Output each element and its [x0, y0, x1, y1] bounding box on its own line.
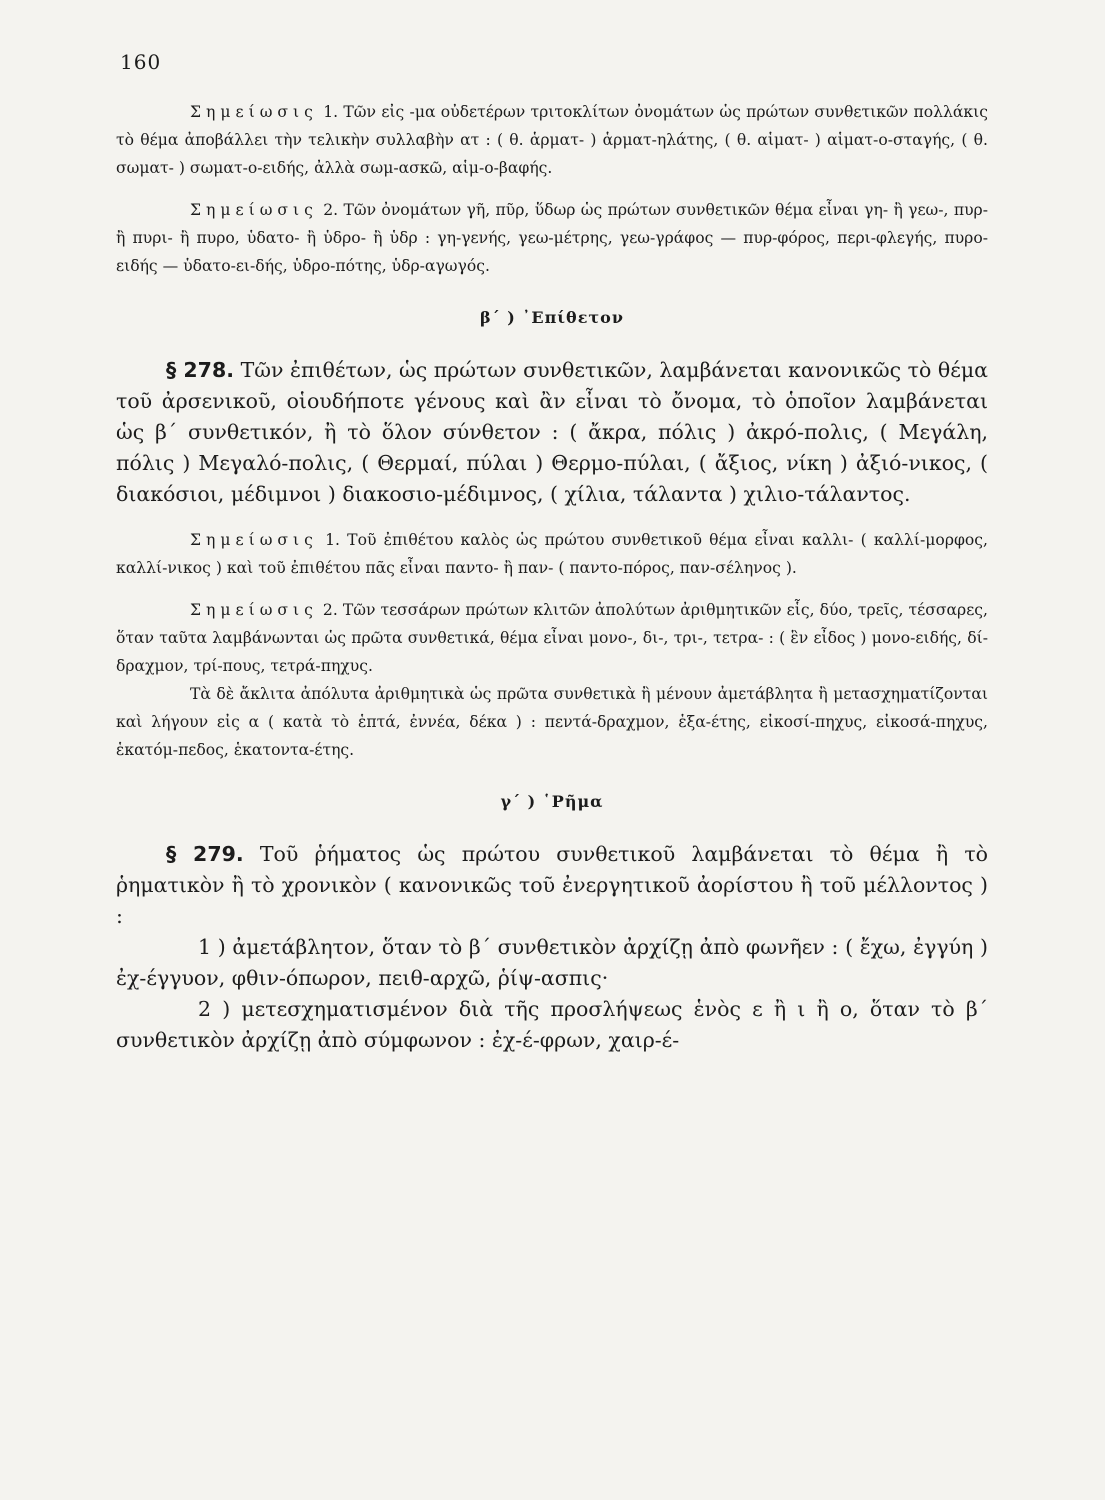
note-278-2-continuation: Τὰ δὲ ἄκλιτα ἀπόλυτα ἀριθμητικὰ ὡς πρῶτα συνθετικὰ ἢ μένουν ἀμετάβλητα ἢ μετασχηματίζονται καὶ λήγουν εἰς α ( κατὰ τὸ ἑπτά, ἐννέα, δέκα ) : πεντά-δραχμον, ἑξα-έτης, εἰκοσί-πηχυς, εἰκοσά-πηχυς, ἑκατόμ-πεδος, ἑκατοντα-έτης. — [116, 685, 988, 759]
page-number: 160 — [120, 50, 162, 74]
page-content — [116, 98, 988, 1056]
section-number: § 279. — [166, 842, 244, 866]
paragraph-279 — [116, 839, 988, 932]
section-heading-verb: γ΄ ) ῾Ρῆμα — [500, 792, 604, 811]
paragraph-text: Τοῦ ῥήματος ὡς πρώτου συνθετικοῦ λαμβάνεται τὸ θέμα ἢ τὸ ῥηματικὸν ἢ τὸ χρονικὸν ( κανονικῶς τοῦ ἐνεργητικοῦ ἀορίστου ἢ τοῦ μέλλοντος ) : — [116, 842, 989, 928]
section-number: § 278. — [166, 358, 235, 382]
paragraph-278 — [116, 355, 988, 510]
note-2 — [116, 196, 988, 280]
note-text: 2. Τῶν τεσσάρων πρώτων κλιτῶν ἀπολύτων ἀριθμητικῶν εἷς, δύο, τρεῖς, τέσσαρες, ὅταν ταῦτα λαμβάνωνται ὡς πρῶτα συνθετικά, θέμα εἶναι μονο-, δι-, τρι-, τετρα- : ( ἓν εἶδος ) μονο-ειδής, δί-δραχμον, τρί-πους, τετρά-πηχυς. — [116, 601, 988, 675]
note-1 — [116, 98, 988, 182]
note-text: 1. Τοῦ ἐπιθέτου καλὸς ὡς πρώτου συνθετικοῦ θέμα εἶναι καλλι- ( καλλί-μορφος, καλλί-νικος ) καὶ τοῦ ἐπιθέτου πᾶς εἶναι παντο- ἢ παν- ( παντο-πόρος, παν-σέληνος ). — [116, 531, 988, 577]
note-label: Σημείωσις — [190, 531, 318, 549]
list-item-2: 2 ) μετεσχηματισμένον διὰ τῆς προσλήψεως ἑνὸς ε ἢ ι ἢ ο, ὅταν τὸ β΄ συνθετικὸν ἀρχίζῃ ἀπὸ σύμφωνον : ἐχ-έ-φρων, χαιρ-έ- — [116, 997, 988, 1052]
note-label: Σημείωσις — [190, 201, 318, 219]
list-item-1: 1 ) ἀμετάβλητον, ὅταν τὸ β΄ συνθετικὸν ἀρχίζῃ ἀπὸ φωνῆεν : ( ἔχω, ἐγγύη ) ἐχ-έγγυον, φθιν-όπωρον, πειθ-αρχῶ, ῥίψ-ασπις· — [116, 935, 988, 990]
note-label: Σημείωσις — [190, 601, 318, 619]
section-heading-adjective: β΄ ) ᾿Επίθετον — [480, 308, 624, 327]
paragraph-text: Τῶν ἐπιθέτων, ὡς πρώτων συνθετικῶν, λαμβάνεται κανονικῶς τὸ θέμα τοῦ ἀρσενικοῦ, οἱουδήποτε γένους καὶ ἂν εἶναι τὸ ὄνομα, τὸ ὁποῖον λαμβάνεται ὡς β΄ συνθετικόν, ἢ τὸ ὅλον σύνθετον : ( ἄκρα, πόλις ) ἀκρό-πολις, ( Μεγάλη, πόλις ) Μεγαλό-πολις, ( Θερμαί, πύλαι ) Θερμο-πύλαι, ( ἄξιος, νίκη ) ἀξιό-νικος, ( διακόσιοι, μέδιμνοι ) διακοσιο-μέδιμνος, ( χίλια, τάλαντα ) χιλιο-τάλαντος. — [116, 358, 989, 506]
note-text: 2. Τῶν ὀνομάτων γῆ, πῦρ, ὕδωρ ὡς πρώτων συνθετικῶν θέμα εἶναι γη- ἢ γεω-, πυρ- ἢ πυρι- ἢ πυρο, ὑδατο- ἢ ὑδρο- ἢ ὑδρ : γη-γενής, γεω-μέτρης, γεω-γράφος — πυρ-φόρος, περι-φλεγής, πυρο-ειδής — ὑδατο-ει-δής, ὑδρο-πότης, ὑδρ-αγωγός. — [116, 201, 988, 275]
note-278-2 — [116, 596, 988, 680]
note-text: 1. Τῶν εἰς -μα οὐδετέρων τριτοκλίτων ὀνομάτων ὡς πρώτων συνθετικῶν πολλάκις τὸ θέμα ἀποβάλλει τὴν τελικὴν συλλαβὴν ατ : ( θ. ἁρματ- ) ἁρματ-ηλάτης, ( θ. αἱματ- ) αἱματ-ο-σταγής, ( θ. σωματ- ) σωματ-ο-ειδής, ἀλλὰ σωμ-ασκῶ, αἱμ-ο-βαφής. — [116, 103, 988, 177]
note-label: Σημείωσις — [190, 103, 318, 121]
note-278-1 — [116, 526, 988, 582]
